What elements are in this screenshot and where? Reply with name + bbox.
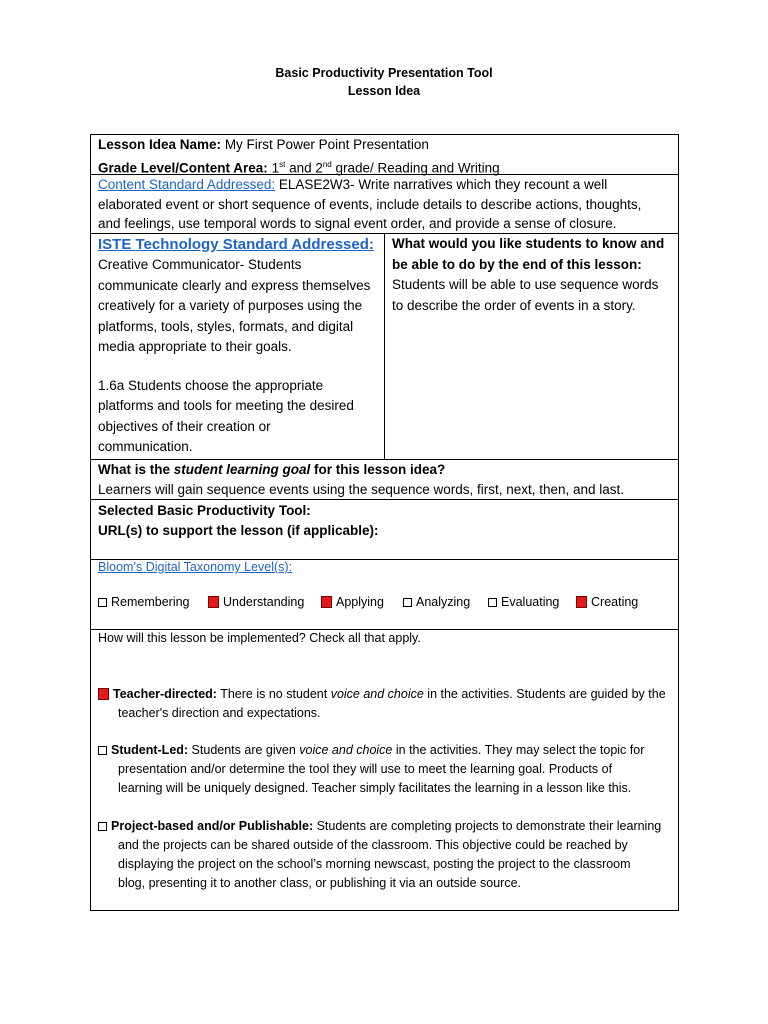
checkbox-icon[interactable] (98, 746, 107, 755)
bloom-option-label: Creating (591, 595, 639, 609)
bloom-option-applying[interactable] (321, 595, 384, 609)
lesson-name-line (98, 135, 678, 155)
checkbox-icon[interactable] (98, 598, 107, 607)
lesson-name-value: My First Power Point Presentation (224, 137, 429, 152)
bloom-option-analyzing[interactable] (403, 595, 470, 609)
url-label: URL(s) to support the lesson (if applicable): (98, 522, 379, 538)
know-do-answer-1: Students will be able to use sequence words (392, 277, 659, 292)
student-text-em: voice and choice (299, 743, 393, 757)
lesson-name-row (91, 135, 678, 174)
iste-row (91, 233, 678, 459)
implementation-row (91, 629, 678, 910)
teacher-directed-label: Teacher-directed: (113, 687, 217, 701)
learning-goal-row (91, 459, 678, 499)
bloom-row (91, 559, 678, 629)
grade-sup-a: st (279, 159, 286, 169)
iste-line-9: communication. (98, 439, 193, 454)
bloom-options (98, 595, 673, 615)
grade-value-b: and 2 (285, 160, 323, 175)
goal-label-b: for this lesson idea? (310, 462, 446, 477)
document-subtitle: Lesson Idea (347, 84, 421, 98)
student-cont-2: learning will be uniquely designed. Teacher simply facilitates the learning in a lesson like this. (118, 781, 632, 795)
teacher-text-em: voice and choice (330, 687, 424, 701)
content-standard-row (91, 174, 678, 233)
teacher-text-b: in the activities. Students are guided by the (423, 687, 666, 701)
bloom-option-understanding[interactable] (208, 595, 304, 609)
bloom-option-creating[interactable] (576, 595, 638, 609)
bloom-option-label: Understanding (223, 595, 305, 609)
learning-goal-answer: Learners will gain sequence events using the sequence words, first, next, then, and last. (98, 481, 625, 497)
selected-tool-label: Selected Basic Productivity Tool: (98, 503, 311, 518)
project-cont-1: and the projects can be shared outside of the classroom. This objective could be reached by (118, 838, 628, 852)
iste-column (98, 234, 382, 458)
project-cont-2: displaying the project on the school’s morning newscast, posting the project to the classroom (118, 857, 631, 871)
student-text-b: in the activities. They may select the topic for (392, 743, 645, 757)
iste-line-6: 1.6a Students choose the appropriate (98, 377, 324, 393)
student-led-option[interactable] (98, 741, 670, 798)
column-divider (384, 234, 385, 459)
lesson-table (90, 134, 679, 911)
iste-line-8: objectives of their creation or (98, 418, 271, 434)
teacher-cont-1: teacher's direction and expectations. (118, 706, 321, 720)
know-do-column (392, 234, 676, 316)
iste-label[interactable]: ISTE Technology Standard Addressed: (98, 236, 374, 253)
project-based-option[interactable] (98, 817, 670, 893)
implementation-question: How will this lesson be implemented? Check all that apply. (98, 631, 421, 645)
iste-line-5: media appropriate to their goals. (98, 339, 292, 354)
bloom-option-label: Remembering (111, 595, 190, 609)
student-text-a: Students are given (188, 743, 300, 757)
content-standard-line-1: ELASE2W3- Write narratives which they recount a well (275, 177, 608, 192)
project-based-label: Project-based and/or Publishable: (111, 819, 314, 833)
checkbox-icon[interactable] (488, 598, 497, 607)
goal-label-em: student learning goal (173, 462, 311, 477)
checkbox-icon[interactable] (403, 598, 412, 607)
checked-box-icon[interactable] (321, 596, 332, 608)
iste-line-3: creatively for a variety of purposes using the (98, 298, 363, 313)
bloom-option-remembering[interactable] (98, 595, 190, 609)
student-cont-1: presentation and/or determine the tool they will use to meet the learning goal. Products of (118, 762, 613, 776)
iste-line-2: communicate clearly and express themselves (98, 277, 371, 293)
checked-box-icon[interactable] (576, 596, 587, 608)
lesson-name-label: Lesson Idea Name: (98, 137, 222, 152)
document-title: Basic Productivity Presentation Tool (275, 66, 493, 80)
bloom-label[interactable]: Bloom’s Digital Taxonomy Level(s): (98, 560, 293, 574)
content-standard-line-3: and feelings, use temporal words to signal event order, and provide a sense of closure. (98, 216, 617, 231)
project-cont-3: blog, presenting it to another class, or publishing it via an outside source. (118, 876, 522, 890)
know-do-answer-2: to describe the order of events in a story. (392, 297, 636, 313)
grade-sup-b: nd (322, 159, 332, 169)
bloom-option-label: Analyzing (416, 595, 471, 609)
bloom-option-label: Applying (336, 595, 384, 609)
grade-label: Grade Level/Content Area: (98, 160, 268, 175)
teacher-directed-option[interactable] (98, 685, 670, 723)
bloom-option-label: Evaluating (501, 595, 560, 609)
content-standard-line-2: elaborated event or short sequence of events, include details to describe actions, thoughts, (98, 196, 642, 212)
content-standard-label[interactable]: Content Standard Addressed: (98, 177, 276, 192)
student-led-label: Student-Led: (111, 743, 189, 757)
learning-goal-question (98, 460, 678, 480)
grade-value-c: grade/ Reading and Writing (331, 160, 500, 175)
iste-line-4: platforms, tools, styles, formats, and digital (98, 318, 354, 334)
checked-box-icon[interactable] (208, 596, 219, 608)
know-do-question-1: What would you like students to know and (392, 236, 665, 251)
grade-value-a: 1 (271, 160, 280, 175)
checkbox-icon[interactable] (98, 822, 107, 831)
bloom-option-evaluating[interactable] (488, 595, 559, 609)
goal-label-a: What is the (98, 462, 174, 477)
teacher-text-a: There is no student (216, 687, 331, 701)
project-text-a: Students are completing projects to demonstrate their learning (313, 819, 662, 833)
iste-line-1: Creative Communicator- Students (98, 257, 302, 272)
tool-row (91, 499, 678, 559)
iste-line-7: platforms and tools for meeting the desired (98, 398, 354, 413)
know-do-question-2: be able to do by the end of this lesson: (392, 256, 642, 272)
checked-box-icon[interactable] (98, 688, 109, 700)
